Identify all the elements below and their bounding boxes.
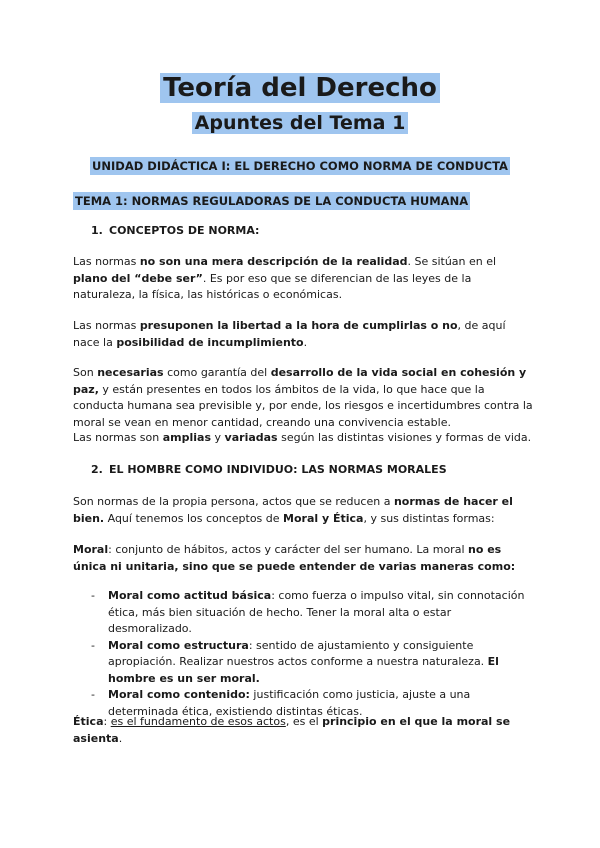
section-2-paragraph-1: Son normas de la propia persona, actos que se reducen a normas de hacer el bien. Aquí tenemos los conceptos de Moral y Ética, y sus distintas formas:	[73, 495, 513, 525]
unit-heading-block	[0, 155, 600, 174]
section-1-paragraph-2: Las normas presuponen la libertad a la hora de cumplirlas o no, de aquí nace la posibilidad de incumplimiento.	[73, 319, 506, 349]
tema-heading: TEMA 1: NORMAS REGULADORAS DE LA CONDUCTA HUMANA	[75, 194, 469, 208]
list-item: - Moral como contenido: justificación como justicia, ajuste a una determinada ética, existiendo distintas éticas.	[91, 688, 471, 718]
section-2-paragraph-2: Moral: conjunto de hábitos, actos y carácter del ser humano. La moral no es única ni unitaria, sino que se puede entender de varias maneras como:	[73, 543, 516, 573]
list-item: - Moral como estructura: sentido de ajustamiento y consiguiente apropiación. Realizar nuestros actos conforme a nuestra naturaleza. El hombre es un ser moral.	[91, 638, 499, 685]
section-1-paragraph-4: Las normas son amplias y variadas según las distintas visiones y formas de vida.	[73, 431, 532, 444]
section-2-title: EL HOMBRE COMO INDIVIDUO: LAS NORMAS MORALES	[109, 463, 447, 476]
tema-heading-block	[73, 190, 470, 209]
document-subtitle: Apuntes del Tema 1	[192, 112, 409, 134]
subtitle-block	[0, 111, 600, 135]
section-1-number: 1.	[91, 224, 103, 237]
section-2-heading	[91, 463, 447, 476]
unit-heading: UNIDAD DIDÁCTICA I: EL DERECHO COMO NORMA DE CONDUCTA	[92, 159, 508, 173]
title-block	[0, 72, 600, 105]
section-1-paragraph-1: Las normas no son una mera descripción de la realidad. Se sitúan en el plano del “debe ser”. Es por eso que se diferencian de las leyes de la naturaleza, la física, las históricas o económicas.	[73, 255, 497, 301]
document-title: Teoría del Derecho	[160, 73, 440, 103]
section-1-heading	[91, 224, 259, 237]
section-1-title: CONCEPTOS DE NORMA:	[109, 224, 260, 237]
moral-forms-list	[91, 588, 536, 720]
section-2-number: 2.	[91, 463, 103, 476]
section-1-paragraph-3: Son necesarias como garantía del desarrollo de la vida social en cohesión y paz, y están presentes en todos los ámbitos de la vida, lo que hace que la conducta humana sea previsible y, por ende, los riesgos e incertidumbres contra la moral se vean en menor cantidad, creando una convivencia estable.	[73, 366, 533, 429]
list-item: - Moral como actitud básica: como fuerza o impulso vital, sin connotación ética, más bien situación de hecho. Tener la moral alta o estar desmoralizado.	[91, 589, 525, 635]
section-2-paragraph-3: Ética: es el fundamento de esos actos, es el principio en el que la moral se asienta.	[73, 715, 511, 745]
